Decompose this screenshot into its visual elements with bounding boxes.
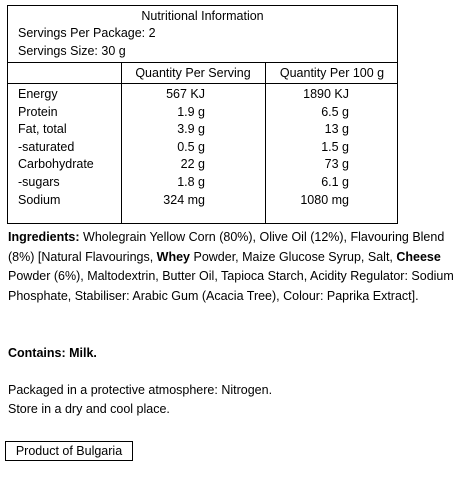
per-100g-value: 73 g — [324, 157, 349, 172]
servings-per-package: Servings Per Package: 2 — [18, 26, 156, 40]
nutrient-name: -saturated — [18, 139, 75, 154]
per-serving-value: 3.9 g — [177, 122, 205, 137]
nutrient-name: Sodium — [18, 192, 61, 207]
per-100g-value: 6.1 g — [321, 174, 349, 189]
allergen-whey: Whey — [156, 249, 191, 264]
per-serving-value: 1.9 g — [177, 104, 205, 119]
per-100g-value: 13 g — [324, 122, 349, 137]
per-100g-value: 1890 KJ — [303, 87, 349, 101]
nutrition-row — [8, 121, 397, 139]
per-100g-value: 1.5 g — [321, 139, 349, 154]
contains-statement — [8, 345, 97, 362]
nutrient-name: Carbohydrate — [18, 157, 94, 172]
nutrition-row — [8, 86, 397, 104]
nutrition-row — [8, 192, 397, 210]
contains-text: Contains: Milk. — [8, 346, 97, 360]
ingredients-part: Powder (6%), Maltodextrin, Butter Oil, Tapioca Starch, Acidity Regulator: Sodium Phosphate, Stabiliser: Arabic Gum (Acacia Tree), Colour: Paprika Extract]. — [8, 269, 454, 303]
packaging-statement: Packaged in a protective atmosphere: Nitrogen. — [8, 383, 273, 397]
nutrition-panel — [7, 5, 398, 224]
nutrition-row — [8, 139, 397, 157]
nutrient-name: Protein — [18, 104, 58, 119]
per-100g-value: 1080 mg — [300, 192, 349, 207]
nutrition-row — [8, 174, 397, 192]
storage-statement: Store in a dry and cool place. — [8, 402, 170, 416]
nutrient-name: Fat, total — [18, 122, 67, 137]
origin-text: Product of Bulgaria — [15, 444, 123, 458]
per-serving-value: 567 KJ — [166, 87, 205, 101]
origin-box — [5, 441, 133, 461]
column-header-per-100g: Quantity Per 100 g — [279, 66, 385, 80]
ingredients-label: Ingredients: — [8, 230, 80, 244]
nutrition-row — [8, 156, 397, 174]
per-serving-value: 324 mg — [163, 192, 205, 207]
nutrition-row — [8, 104, 397, 122]
nutrient-name: Energy — [18, 87, 58, 101]
column-header-row — [8, 62, 397, 84]
allergen-cheese: Cheese — [396, 249, 441, 264]
per-serving-value: 1.8 g — [177, 174, 205, 189]
serving-size: Servings Size: 30 g — [18, 44, 126, 58]
per-serving-value: 0.5 g — [177, 139, 205, 154]
ingredients-part: Powder, Maize Glucose Syrup, Salt, — [190, 249, 397, 264]
column-header-per-serving: Quantity Per Serving — [135, 66, 251, 80]
per-100g-value: 6.5 g — [321, 104, 349, 119]
nutrition-title: Nutritional Information — [141, 9, 264, 23]
per-serving-value: 22 g — [180, 157, 205, 172]
ingredients-text — [8, 228, 454, 306]
ingredients-part: Wholegrain Yellow Corn (80%), Olive Oil (12%), Flavouring Blend (8%) [Natural Flavourings, — [8, 230, 445, 264]
nutrient-name: -sugars — [18, 174, 60, 189]
nutrition-rows — [8, 86, 397, 209]
